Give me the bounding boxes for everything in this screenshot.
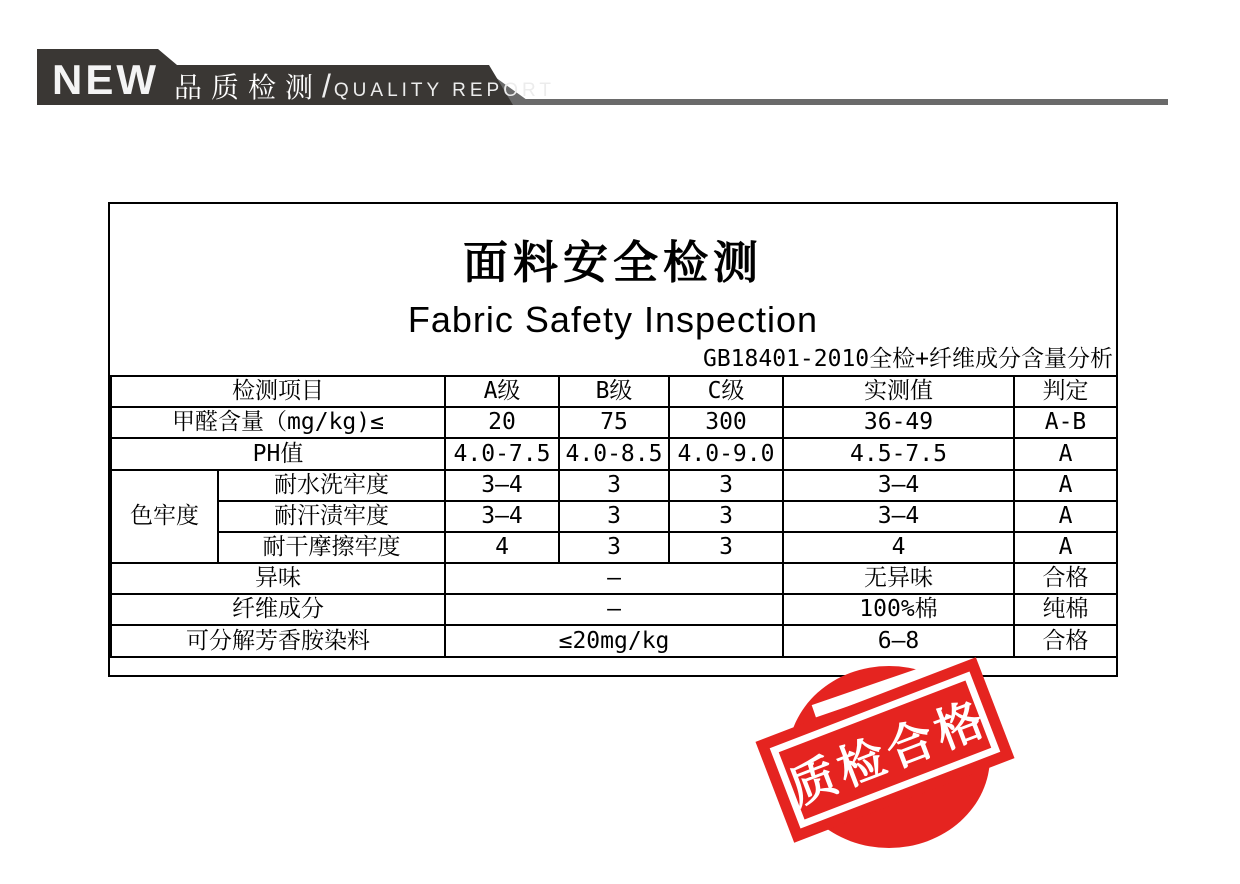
report-title-en: Fabric Safety Inspection [407,299,819,340]
quality-passed-stamp [750,648,1040,863]
banner-title-en: QUALITY REPORT [333,80,555,102]
measured-cell: 36-49 [783,407,1014,438]
value-cell: 3 [669,501,783,532]
value-cell: 4.0-8.5 [559,438,669,470]
measured-cell: 3—4 [783,470,1014,501]
item-label: 耐干摩擦牢度 [218,532,445,563]
row-odor [111,563,1117,594]
verdict-cell: 合格 [1014,625,1117,657]
verdict-cell: A [1014,501,1117,532]
row-colorfastness-dry-rubbing [111,532,1117,563]
measured-cell: 无异味 [783,563,1014,594]
column-header-grade-b: B级 [559,376,669,407]
measured-cell: 4 [783,532,1014,563]
measured-cell: 3—4 [783,501,1014,532]
verdict-cell: 合格 [1014,563,1117,594]
verdict-cell: 纯棉 [1014,594,1117,625]
column-header-verdict: 判定 [1014,376,1117,407]
value-cell: — [445,594,783,625]
report-title-cn: 面料安全检测 [462,236,763,289]
report-header [110,204,1116,375]
row-colorfastness-wash [111,470,1117,501]
item-label: 纤维成分 [111,594,445,625]
verdict-cell: A-B [1014,407,1117,438]
row-colorfastness-perspiration [111,501,1117,532]
value-cell: ≤20mg/kg [445,625,783,657]
item-label: PH值 [111,438,445,470]
inspection-report-sheet [108,202,1118,677]
column-header-grade-a: A级 [445,376,559,407]
inspection-table [110,375,1118,658]
new-badge: NEW [52,56,159,103]
value-cell: 3 [669,470,783,501]
colorfastness-group-label: 色牢度 [111,470,218,563]
value-cell: — [445,563,783,594]
value-cell: 3 [669,532,783,563]
verdict-cell: A [1014,438,1117,470]
item-label: 异味 [111,563,445,594]
banner-title-cn: 品质检测 [174,70,323,104]
banner-underline [500,99,1168,105]
verdict-cell: A [1014,470,1117,501]
item-label: 甲醛含量（mg/kg)≤ [111,407,445,438]
value-cell: 3 [559,470,669,501]
verdict-cell: A [1014,532,1117,563]
measured-cell: 6—8 [783,625,1014,657]
value-cell: 4 [445,532,559,563]
value-cell: 20 [445,407,559,438]
row-fiber-content [111,594,1117,625]
value-cell: 3—4 [445,501,559,532]
stamp-text: 质检合格 [781,690,996,816]
header-row [111,376,1117,407]
value-cell: 3—4 [445,470,559,501]
measured-cell: 4.5-7.5 [783,438,1014,470]
value-cell: 4.0-9.0 [669,438,783,470]
banner-divider: / [322,68,331,105]
measured-cell: 100%棉 [783,594,1014,625]
item-label: 耐水洗牢度 [218,470,445,501]
value-cell: 3 [559,501,669,532]
value-cell: 75 [559,407,669,438]
row-formaldehyde [111,407,1117,438]
standard-note: GB18401-2010全检+纤维成分含量分析 [702,346,1113,372]
value-cell: 4.0-7.5 [445,438,559,470]
column-header-grade-c: C级 [669,376,783,407]
value-cell: 3 [559,532,669,563]
value-cell: 300 [669,407,783,438]
column-header-item: 检测项目 [111,376,445,407]
row-ph [111,438,1117,470]
item-label: 可分解芳香胺染料 [111,625,445,657]
item-label: 耐汗渍牢度 [218,501,445,532]
banner-title [174,60,555,104]
column-header-measured: 实测值 [783,376,1014,407]
